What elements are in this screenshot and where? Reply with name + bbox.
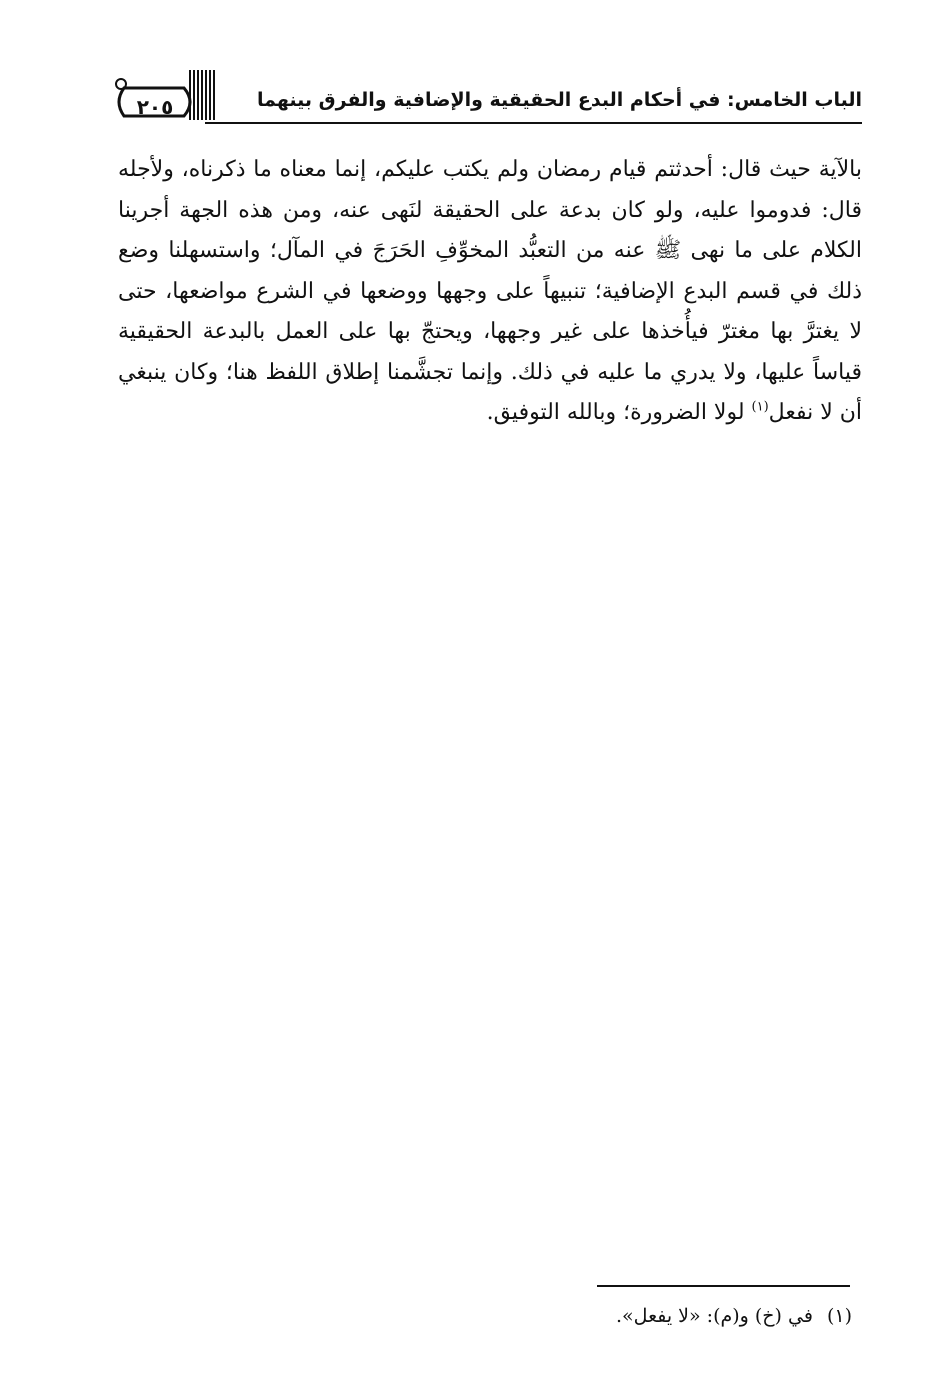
main-paragraph [118, 150, 862, 434]
header-divider [205, 122, 862, 124]
footnote-divider [597, 1285, 850, 1287]
footnote-reference: (١) [751, 399, 769, 415]
paragraph-text: بالآية حيث قال: أحدثتم قيام رمضان ولم يكتب عليكم، إنما معناه ما ذكرناه، ولأجله قال: فدوموا عليه، ولو كان بدعة على الحقيقة لنَهى عنه، ومن هذه الجهة أجرينا الكلام على ما نهى ﷺ عنه من التعبُّد المخوِّفِ الحَرَجَ في المآل؛ واستسهلنا وضع ذلك في قسم البدع الإضافية؛ تنبيهاً على وجهها ووضعها في الشرع مواضعها، حتى لا يغترَّ بها مغترّ فيأُخذها على غير وجهها، ويحتجّ بها على العمل بالبدعة الحقيقية قياساً عليها، ولا يدري ما عليه في ذلك. وإنما تجشَّمنا إطلاق اللفظ هنا؛ وكان ينبغي أن لا نفعل [118, 157, 862, 425]
paragraph-text-end: لولا الضرورة؛ وبالله التوفيق. [486, 400, 752, 425]
main-text [118, 150, 862, 434]
footnote [252, 1302, 852, 1330]
chapter-title: الباب الخامس: في أحكام البدع الحقيقية والإضافية والفرق بينهما [257, 89, 862, 111]
footnote-text: في (خ) و(م): «لا يفعل». [616, 1305, 813, 1327]
page-number-badge [110, 78, 198, 122]
page-header [110, 66, 862, 128]
footnote-marker: (١) [826, 1305, 852, 1327]
page-number: ٢٠٥ [136, 95, 174, 119]
header-ornament-icon [188, 70, 216, 122]
